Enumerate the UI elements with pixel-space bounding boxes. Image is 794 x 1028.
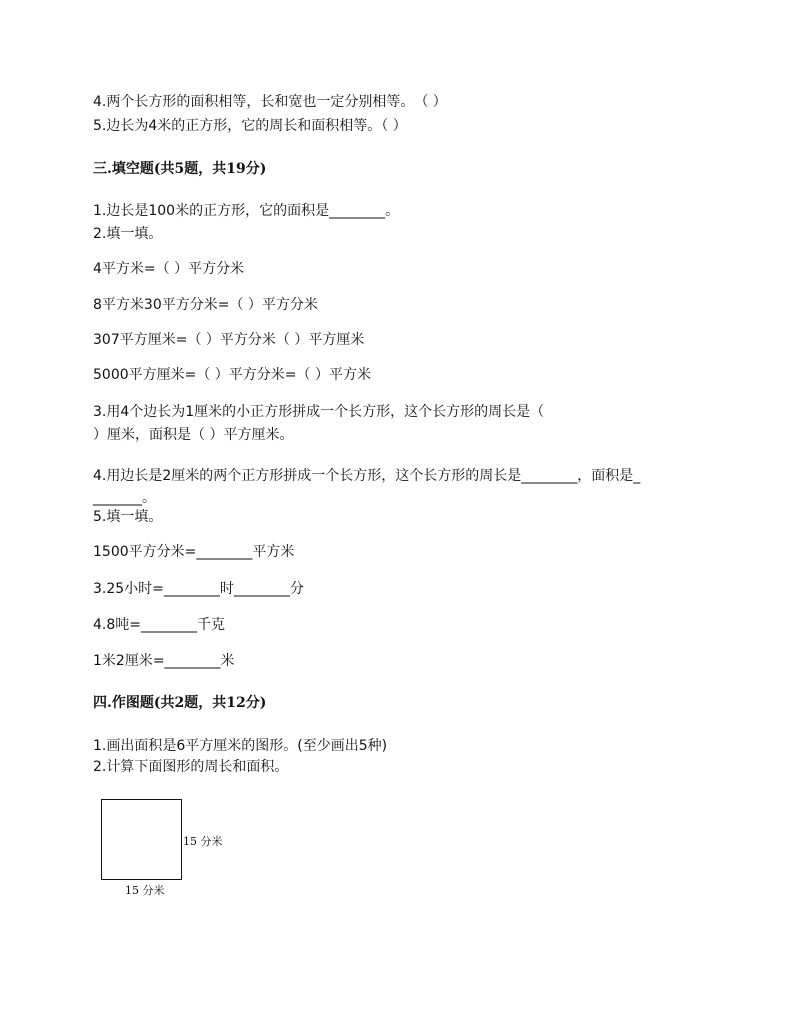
- fill-question-2-item: 4平方米=（ ）平方分米: [93, 261, 245, 277]
- square-figure: [101, 799, 182, 880]
- fill-question-2-item: 8平方米30平方分米=（ ）平方分米: [93, 297, 318, 313]
- fill-question-5-item: 3.25小时=________时________分: [93, 581, 304, 597]
- judge-item-4: 4.两个长方形的面积相等，长和宽也一定分别相等。 （ ）: [93, 94, 447, 110]
- fill-question-1: 1.边长是100米的正方形，它的面积是________。: [93, 203, 400, 219]
- fill-question-5-item: 1米2厘米=________米: [93, 653, 235, 669]
- section-4-heading: 四.作图题(共2题，共12分): [93, 695, 267, 711]
- fill-question-4-line-1: 4.用边长是2厘米的两个正方形拼成一个长方形，这个长方形的周长是________，面积是_: [93, 468, 641, 484]
- square-side-label-right: 15 分米: [183, 835, 223, 848]
- fill-question-3-line-1: 3.用4个边长为1厘米的小正方形拼成一个长方形，这个长方形的周长是（: [93, 404, 545, 420]
- square-side-label-bottom: 15 分米: [125, 884, 165, 897]
- fill-question-2: 2.填一填。: [93, 226, 163, 242]
- fill-question-2-item: 5000平方厘米=（ ）平方分米=（ ）平方米: [93, 367, 371, 383]
- draw-question-1: 1.画出面积是6平方厘米的图形。(至少画出5种): [93, 738, 388, 754]
- section-3-heading: 三.填空题(共5题，共19分): [93, 161, 267, 177]
- fill-question-2-item: 307平方厘米=（ ）平方分米（ ）平方厘米: [93, 332, 365, 348]
- fill-question-5-item: 4.8吨=________千克: [93, 617, 225, 633]
- fill-question-4-line-2: _______。: [93, 490, 156, 506]
- fill-question-5: 5.填一填。: [93, 509, 163, 525]
- judge-item-5: 5.边长为4米的正方形，它的周长和面积相等。（ ）: [93, 118, 407, 134]
- fill-question-3-line-2: ）厘米，面积是（ ）平方厘米。: [93, 427, 294, 443]
- fill-question-5-item: 1500平方分米=________平方米: [93, 544, 295, 560]
- draw-question-2: 2.计算下面图形的周长和面积。: [93, 759, 289, 775]
